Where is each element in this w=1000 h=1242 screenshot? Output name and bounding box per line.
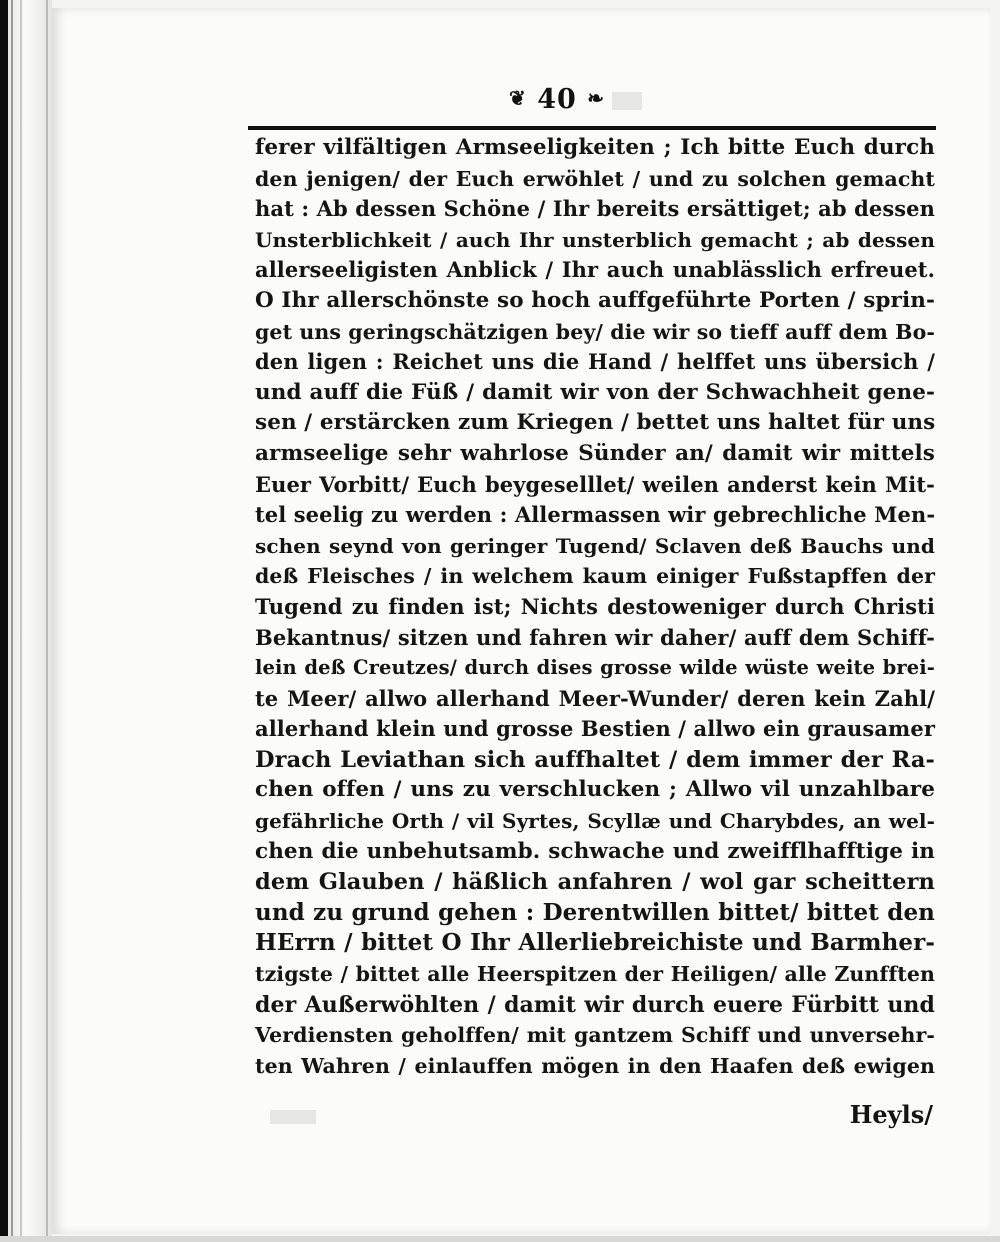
text-line: und auff die Füß / damit wir von der Schwachheit gene- bbox=[255, 379, 935, 405]
binding-line bbox=[20, 0, 22, 1242]
text-line: Bekantnus/ sitzen und fahren wir daher/ auff dem Schiff- bbox=[255, 624, 935, 650]
catchword: Heyls/ bbox=[849, 1100, 933, 1129]
ornament-right-icon: ❧ bbox=[587, 86, 605, 110]
text-line: Euer Vorbitt/ Euch beygeselllet/ weilen anderst kein Mit- bbox=[255, 471, 935, 497]
text-line: und zu grund gehen : Derentwillen bittet/ bittet den bbox=[255, 898, 935, 926]
text-line: armseelige sehr wahrlose Sünder an/ damit wir mittels bbox=[255, 440, 935, 466]
text-line: chen offen / uns zu verschlucken ; Allwo vil unzahlbare bbox=[255, 777, 935, 803]
text-line: Tugend zu finden ist; Nichts destoweniger durch Christi bbox=[255, 593, 935, 619]
text-line: te Meer/ allwo allerhand Meer-Wunder/ deren kein Zahl/ bbox=[255, 685, 935, 711]
text-line: allerhand klein und grosse Bestien / allwo ein grausamer bbox=[255, 716, 935, 742]
text-line: lein deß Creutzes/ durch dises grosse wilde wüste weite brei- bbox=[255, 656, 935, 680]
body-text bbox=[255, 133, 935, 1101]
ornament-left-icon: ❦ bbox=[509, 86, 527, 110]
binding-line bbox=[11, 0, 13, 1242]
text-line: sen / erstärcken zum Kriegen / bettet uns haltet für uns bbox=[255, 410, 936, 436]
text-line: gefährliche Orth / vil Syrtes, Scyllæ und Charybdes, an wel- bbox=[255, 809, 935, 834]
text-line: allerseeligisten Anblick / Ihr auch unablässlich erfreuet. bbox=[255, 257, 935, 283]
text-line: den jenigen/ der Euch erwöhlet / und zu solchen gemacht bbox=[255, 166, 935, 191]
text-line: Verdiensten geholffen/ mit gantzem Schiff und unversehr- bbox=[255, 1023, 935, 1048]
text-line: schen seynd von geringer Tugend/ Sclaven deß Bauchs und bbox=[255, 533, 935, 558]
scan-bottom-edge bbox=[0, 1236, 1000, 1242]
scanner-edge bbox=[0, 0, 8, 1242]
page-header bbox=[452, 84, 662, 115]
ink-bleed-mark bbox=[270, 1110, 316, 1124]
text-line: deß Fleisches / in welchem kaum einiger Fußstapffen der bbox=[255, 564, 935, 589]
text-line: HErrn / bittet O Ihr Allerliebreichiste und Barmher- bbox=[255, 929, 935, 957]
text-line: chen die unbehutsamb. schwache und zweifflhafftige in bbox=[255, 838, 935, 864]
text-line: tel seelig zu werden : Allermassen wir gebrechliche Men- bbox=[255, 502, 936, 528]
text-line: ten Wahren / einlauffen mögen in den Haafen deß ewigen bbox=[255, 1053, 935, 1078]
book-binding-strip bbox=[8, 0, 52, 1242]
text-line: dem Glauben / häßlich anfahren / wol gar scheittern bbox=[255, 869, 935, 896]
text-line: get uns geringschätzigen bey/ die wir so tieff auff dem Bo- bbox=[255, 319, 935, 344]
binding-line bbox=[46, 0, 48, 1242]
text-line: O Ihr allerschönste so hoch auffgeführte Porten / sprin- bbox=[255, 287, 935, 313]
text-line: tzigste / bittet alle Heerspitzen der Heiligen/ alle Zunfften bbox=[255, 962, 935, 987]
text-line: hat : Ab dessen Schöne / Ihr bereits ersättiget; ab dessen bbox=[255, 196, 935, 222]
text-line: ferer vilfältigen Armseeligkeiten ; Ich bitte Euch durch bbox=[255, 135, 935, 160]
text-line: der Außerwöhlten / damit wir durch euere Fürbitt und bbox=[255, 991, 935, 1018]
header-rule bbox=[248, 126, 936, 130]
text-line: Unsterblichkeit / auch Ihr unsterblich gemacht ; ab dessen bbox=[255, 227, 935, 252]
text-line: Drach Leviathan sich auffhaltet / dem immer der Ra- bbox=[255, 746, 935, 773]
text-line: den ligen : Reichet uns die Hand / helffet uns übersich / bbox=[255, 349, 935, 375]
page-number: 40 bbox=[537, 84, 577, 115]
